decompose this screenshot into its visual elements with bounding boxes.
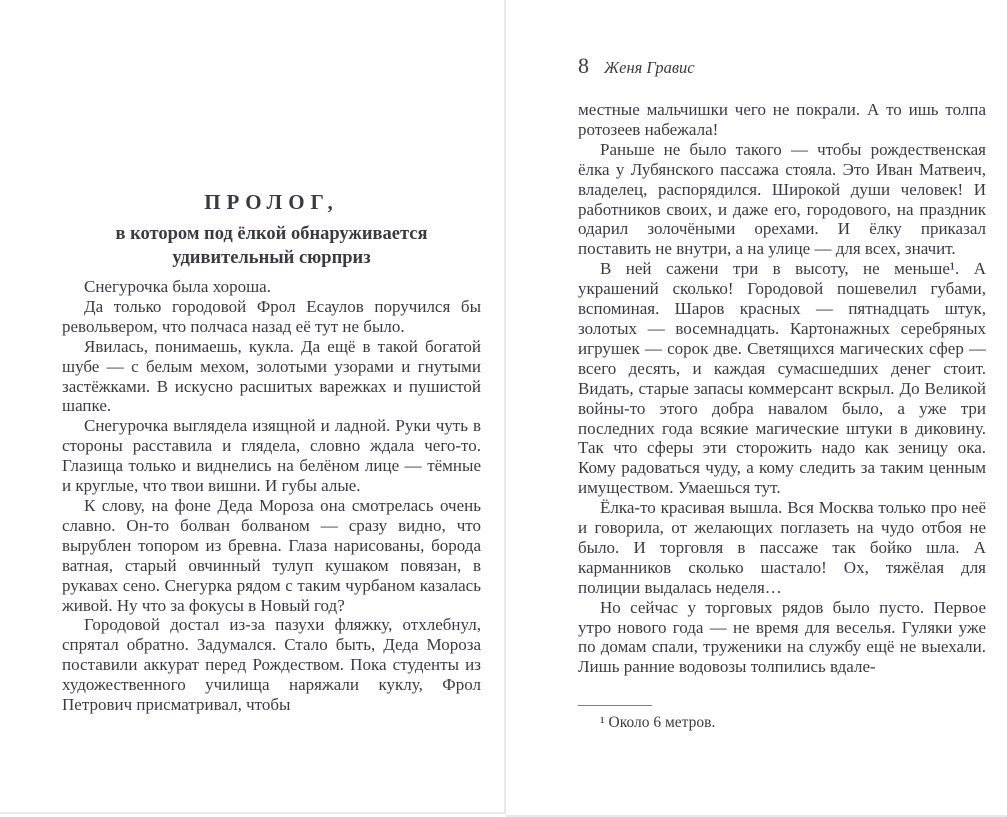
page-gutter-divider <box>504 0 506 812</box>
paragraph: Да только городовой Фрол Есаулов поручился бы револьвером, что полчаса назад её тут не было. <box>62 296 481 336</box>
right-page <box>578 0 986 817</box>
paragraph: Явилась, понимаешь, кукла. Да ещё в такой богатой шубе — с белым мехом, золотыми узорами и гнутыми застёжками. В искусно расшитых варежках и пушистой шапке. <box>62 336 481 416</box>
page-number: 8 <box>578 53 589 78</box>
left-page-body <box>62 277 481 715</box>
right-page-body <box>578 100 986 702</box>
paragraph: Ёлка-то красивая вышла. Вся Москва только про неё и говорила, от желающих поглазеть на чудо отбоя не было. И торговля в пассаже так бойко шла. А карманников сколько шастало! Ох, тяжёлая для полиции выдалась неделя… <box>578 498 986 597</box>
footnote-block <box>578 705 986 732</box>
paragraph: Раньше не было такого — чтобы рождественская ёлка у Лубянского пассажа стояла. Это Иван Матвеич, владелец, распорядился. Широкой души человек! И работников своих, и даже его, городового, на праздник одарил золочёными орехами. И ёлку приказал поставить не внутри, а на улице — для всех, значит. <box>578 139 986 259</box>
left-page <box>62 0 481 817</box>
paragraph: Снегурочка выглядела изящной и ладной. Руки чуть в стороны расставила и глядела, словно ждала чего-то. Глазища только и виднелись на белёном лице — тёмные и круглые, что твои вишни. И губы алые. <box>62 416 481 496</box>
chapter-subtitle: в котором под ёлкой обнаруживается удивительный сюрприз <box>115 224 428 268</box>
footnote-rule <box>578 705 652 706</box>
paragraph: К слову, на фоне Деда Мороза она смотрелась очень славно. Он-то болван болваном — сразу видно, что вырублен топором из бревна. Глаза нарисованы, борода ватная, старый овчинный тулуп кушаком повязан, в рукавах сено. Снегурка рядом с таким чурбаном казалась живой. Ну что за фокусы в Новый год? <box>62 495 481 615</box>
chapter-heading: ПРОЛОГ, <box>204 190 339 214</box>
paragraph: В ней сажени три в высоту, не меньше¹. А украшений сколько! Городовой пошевелил губами, вспоминая. Шаров красных — пятнадцать штук, золотых — восемнадцать. Картонажных серебряных игрушек — сорок две. Светящихся магических сфер — всего десять, и каждая сумасшедших денег стоит. Видать, старые запасы коммерсант вскрыл. До Великой войны-то этого добра навалом было, а уже три последних года всякие магические штуки в диковину. Так что сферы эти сторожить надо как зеницу ока. Кому радоваться чуду, а кому следить за таким ценным имуществом. Умаешься тут. <box>578 259 986 498</box>
paragraph: Но сейчас у торговых рядов было пусто. Первое утро нового года — не время для веселья. Гуляки уже по домам спали, труженики на службу ещё не выехали. Лишь ранние водовозы толпились вдале- <box>578 597 986 677</box>
running-header-author: Женя Гравис <box>604 58 695 77</box>
running-head <box>578 54 986 78</box>
footnote-text: ¹ Около 6 метров. <box>600 714 716 731</box>
paragraph: местные мальчишки чего не покрали. А то ишь толпа ротозеев набежала! <box>578 100 986 139</box>
paragraph: Снегурочка была хороша. <box>84 277 271 296</box>
paragraph: Городовой достал из-за пазухи фляжку, отхлебнул, спрятал обратно. Задумался. Стало быть, Деда Мороза поставили аккурат перед Рождеством. Пока студенты из художественного училища наряжали куклу, Фрол Петрович присматривал, чтобы <box>62 615 481 715</box>
